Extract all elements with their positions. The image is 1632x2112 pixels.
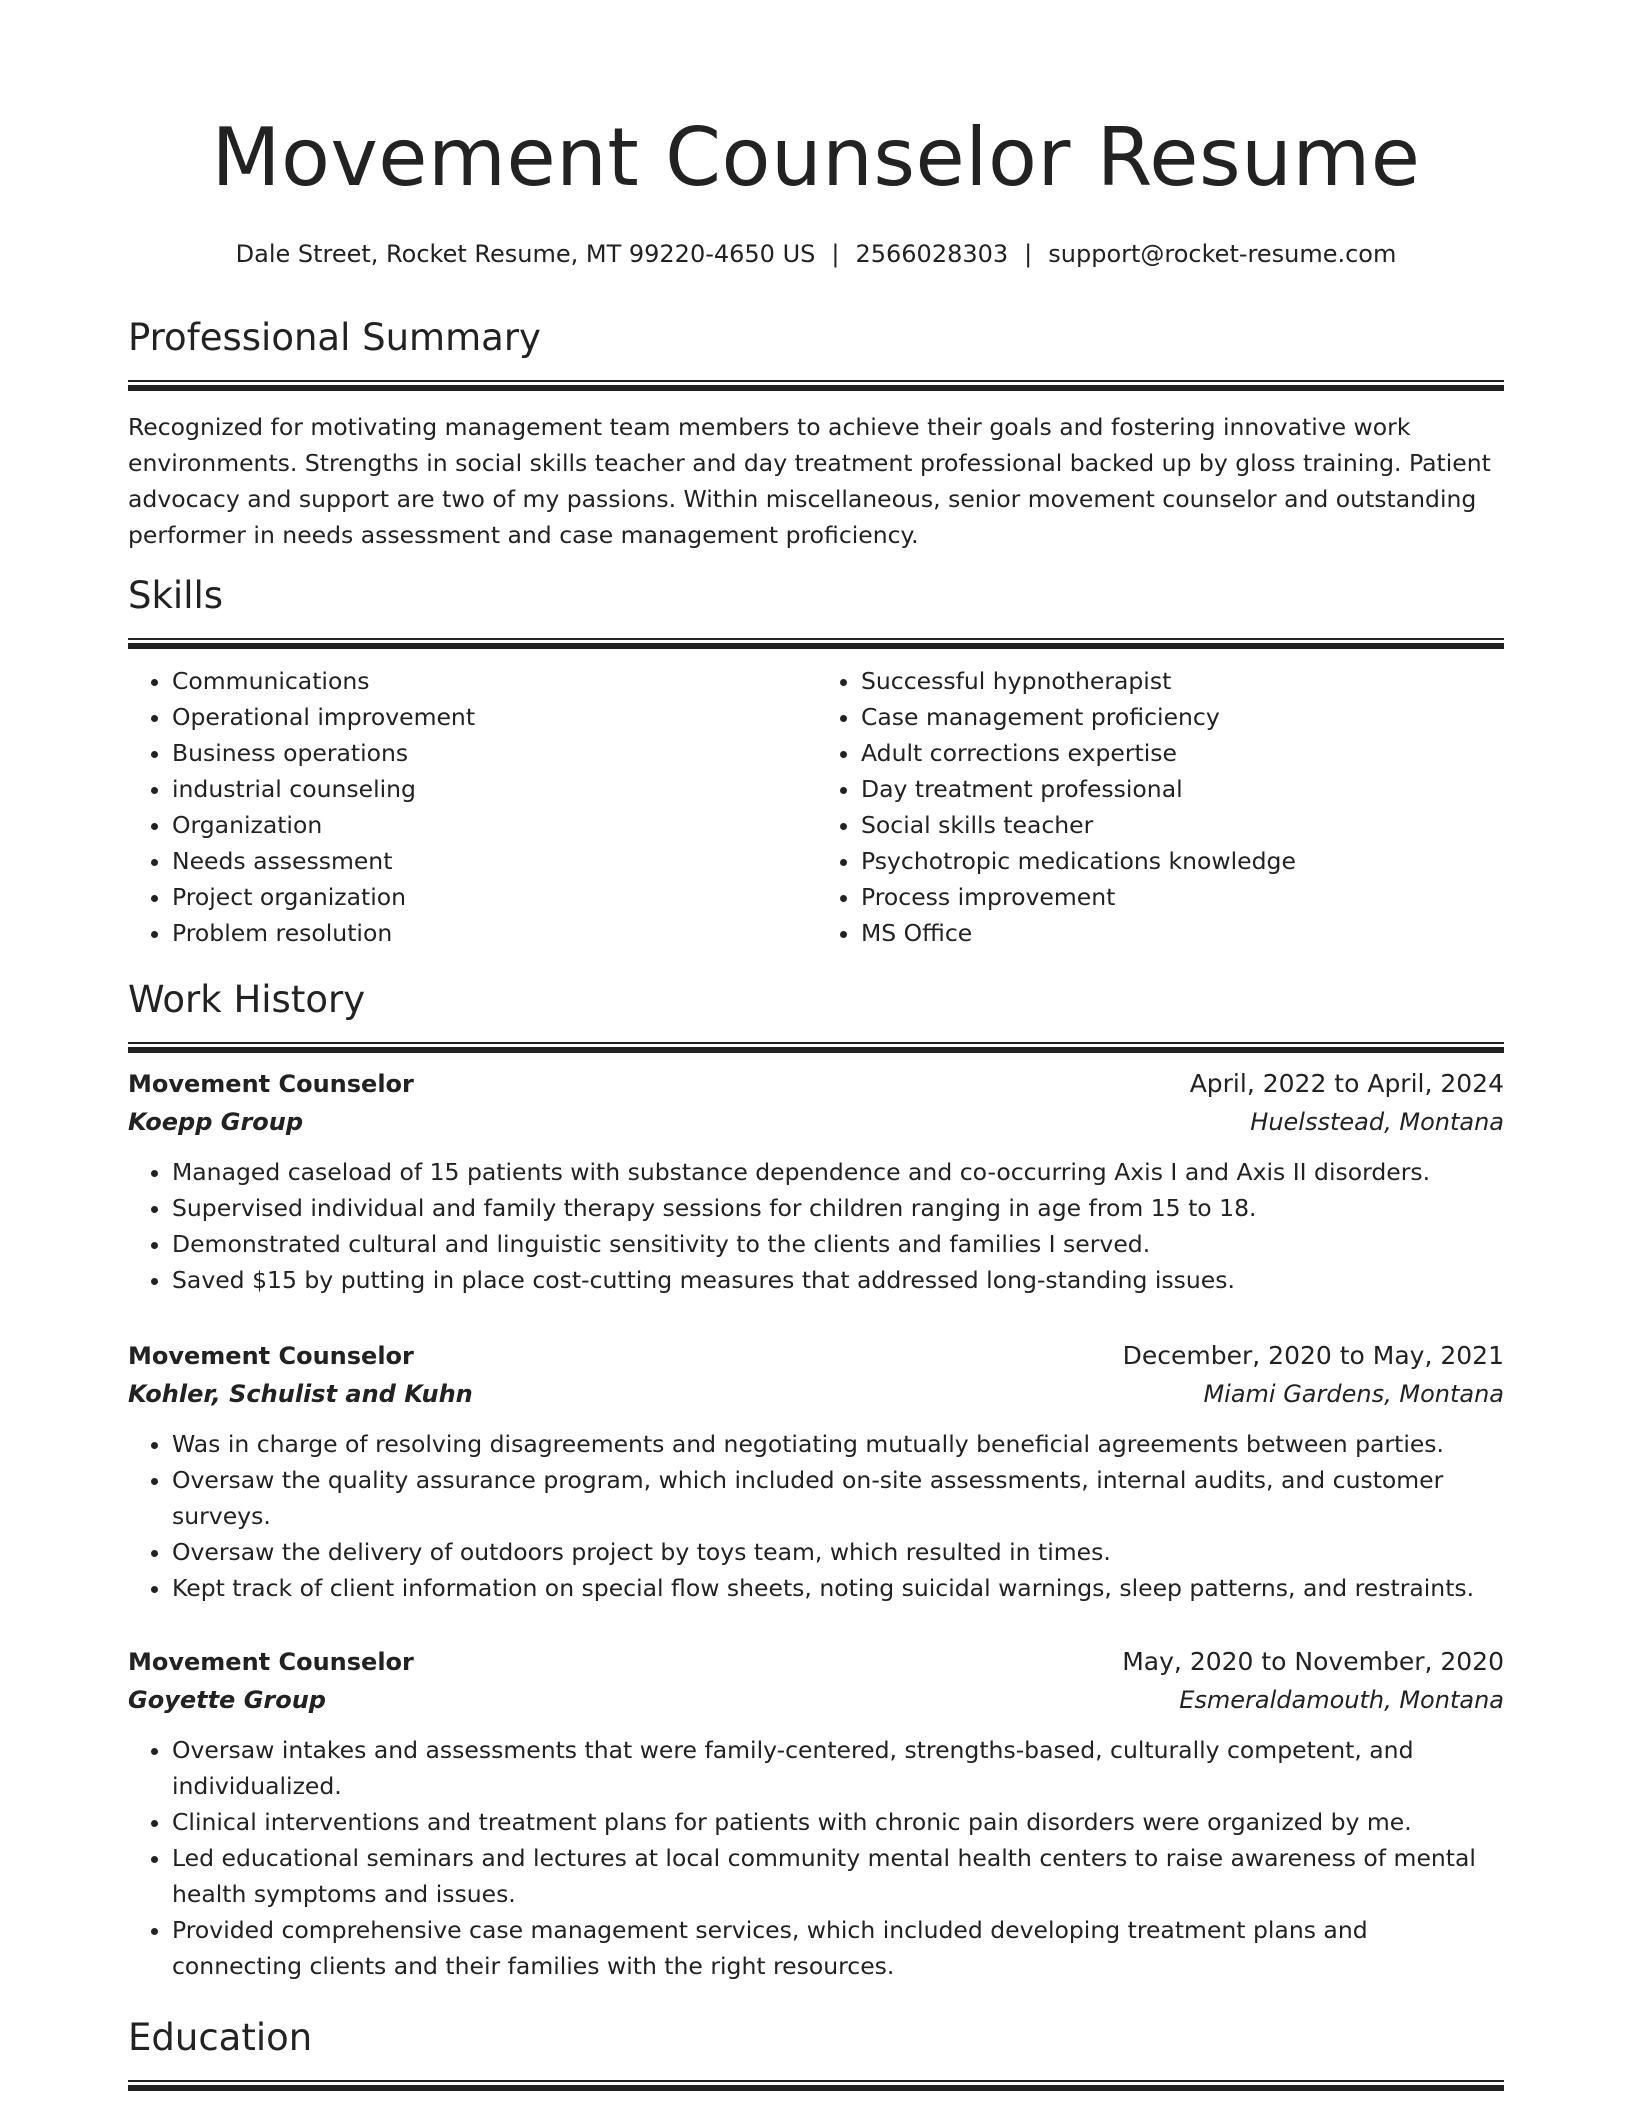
job-title: Movement Counselor [128,1070,414,1098]
job-company: Koepp Group [128,1108,304,1136]
skill-item: • Day treatment professional [861,771,1504,807]
skills-columns [128,663,1504,951]
job-location: Huelsstead, Montana [1250,1108,1504,1136]
job-bullet: • Kept track of client information on special flow sheets, noting suicidal warnings, sleep patterns, and restraints. [172,1570,1504,1606]
skill-item: • Adult corrections expertise [861,735,1504,771]
job-location: Miami Gardens, Montana [1203,1380,1504,1408]
skill-item: • Project organization [172,879,815,915]
job-dates: May, 2020 to November, 2020 [1122,1647,1504,1676]
skills-heading: Skills [128,574,224,617]
job-entry [128,1338,1504,1606]
skill-item: • Psychotropic medications knowledge [861,843,1504,879]
job-bullet: • Oversaw the delivery of outdoors project by toys team, which resulted in times. [172,1534,1504,1570]
summary-heading: Professional Summary [128,316,541,359]
job-bullet: • Saved $15 by putting in place cost-cutting measures that addressed long-standing issues. [172,1262,1504,1298]
job-title: Movement Counselor [128,1648,414,1676]
job-bullet: • Provided comprehensive case management services, which included developing treatment plans and connecting clients and their families with the right resources. [172,1912,1504,1984]
job-dates: April, 2022 to April, 2024 [1189,1069,1504,1098]
education-section [128,2016,1504,2091]
phone-text: 2566028303 [855,240,1009,268]
contact-separator: | [831,240,840,268]
skill-item: • industrial counseling [172,771,815,807]
section-divider [128,1042,1504,1053]
skill-item: • Successful hypnotherapist [861,663,1504,699]
skill-item: • Social skills teacher [861,807,1504,843]
skill-item: • MS Office [861,915,1504,951]
job-entry [128,1066,1504,1298]
job-entry [128,1644,1504,1984]
job-bullet: • Supervised individual and family therapy sessions for children ranging in age from 15 to 18. [172,1190,1504,1226]
job-bullets [128,1426,1504,1606]
skill-item: • Process improvement [861,879,1504,915]
skill-item: • Problem resolution [172,915,815,951]
education-heading: Education [128,2016,313,2059]
page-title: Movement Counselor Resume [211,111,1421,204]
skill-item: • Operational improvement [172,699,815,735]
job-company: Goyette Group [128,1686,326,1714]
skill-item: • Communications [172,663,815,699]
job-bullet: • Led educational seminars and lectures at local community mental health centers to raise awareness of mental health symptoms and issues. [172,1840,1504,1912]
contact-line [128,240,1504,269]
skills-list-right [815,663,1504,951]
job-bullet: • Clinical interventions and treatment plans for patients with chronic pain disorders were organized by me. [172,1804,1504,1840]
skills-section [128,574,1504,951]
job-bullets [128,1732,1504,1984]
section-divider [128,380,1504,391]
section-divider [128,2080,1504,2091]
summary-section [128,316,1504,553]
skills-list-left [128,663,815,951]
job-title: Movement Counselor [128,1342,414,1370]
summary-text: Recognized for motivating management team members to achieve their goals and fostering innovative work environments. Strengths in social skills teacher and day treatment professional backed up by gloss training. Patient advocacy and support are two of my passions. Within miscellaneous, senior movement counselor and outstanding performer in needs assessment and case management proficiency. [128,413,1491,550]
job-bullet: • Managed caseload of 15 patients with substance dependence and co-occurring Axis I and Axis II disorders. [172,1154,1504,1190]
skill-item: • Organization [172,807,815,843]
section-divider [128,638,1504,649]
contact-separator: | [1024,240,1033,268]
job-bullets [128,1154,1504,1298]
work-history-heading: Work History [128,978,366,1021]
address-text: Dale Street, Rocket Resume, MT 99220-4650 US [235,240,816,268]
email-text: support@rocket-resume.com [1048,240,1397,268]
job-location: Esmeraldamouth, Montana [1179,1686,1504,1714]
job-bullet: • Oversaw the quality assurance program, which included on-site assessments, internal audits, and customer surveys. [172,1462,1504,1534]
job-bullet: • Was in charge of resolving disagreements and negotiating mutually beneficial agreements between parties. [172,1426,1504,1462]
skill-item: • Business operations [172,735,815,771]
job-bullet: • Demonstrated cultural and linguistic sensitivity to the clients and families I served. [172,1226,1504,1262]
job-company: Kohler, Schulist and Kuhn [128,1380,473,1408]
job-dates: December, 2020 to May, 2021 [1122,1341,1504,1370]
skill-item: • Case management proficiency [861,699,1504,735]
work-history-section [128,978,1504,1053]
job-bullet: • Oversaw intakes and assessments that were family-centered, strengths-based, culturally competent, and individualized. [172,1732,1504,1804]
skill-item: • Needs assessment [172,843,815,879]
